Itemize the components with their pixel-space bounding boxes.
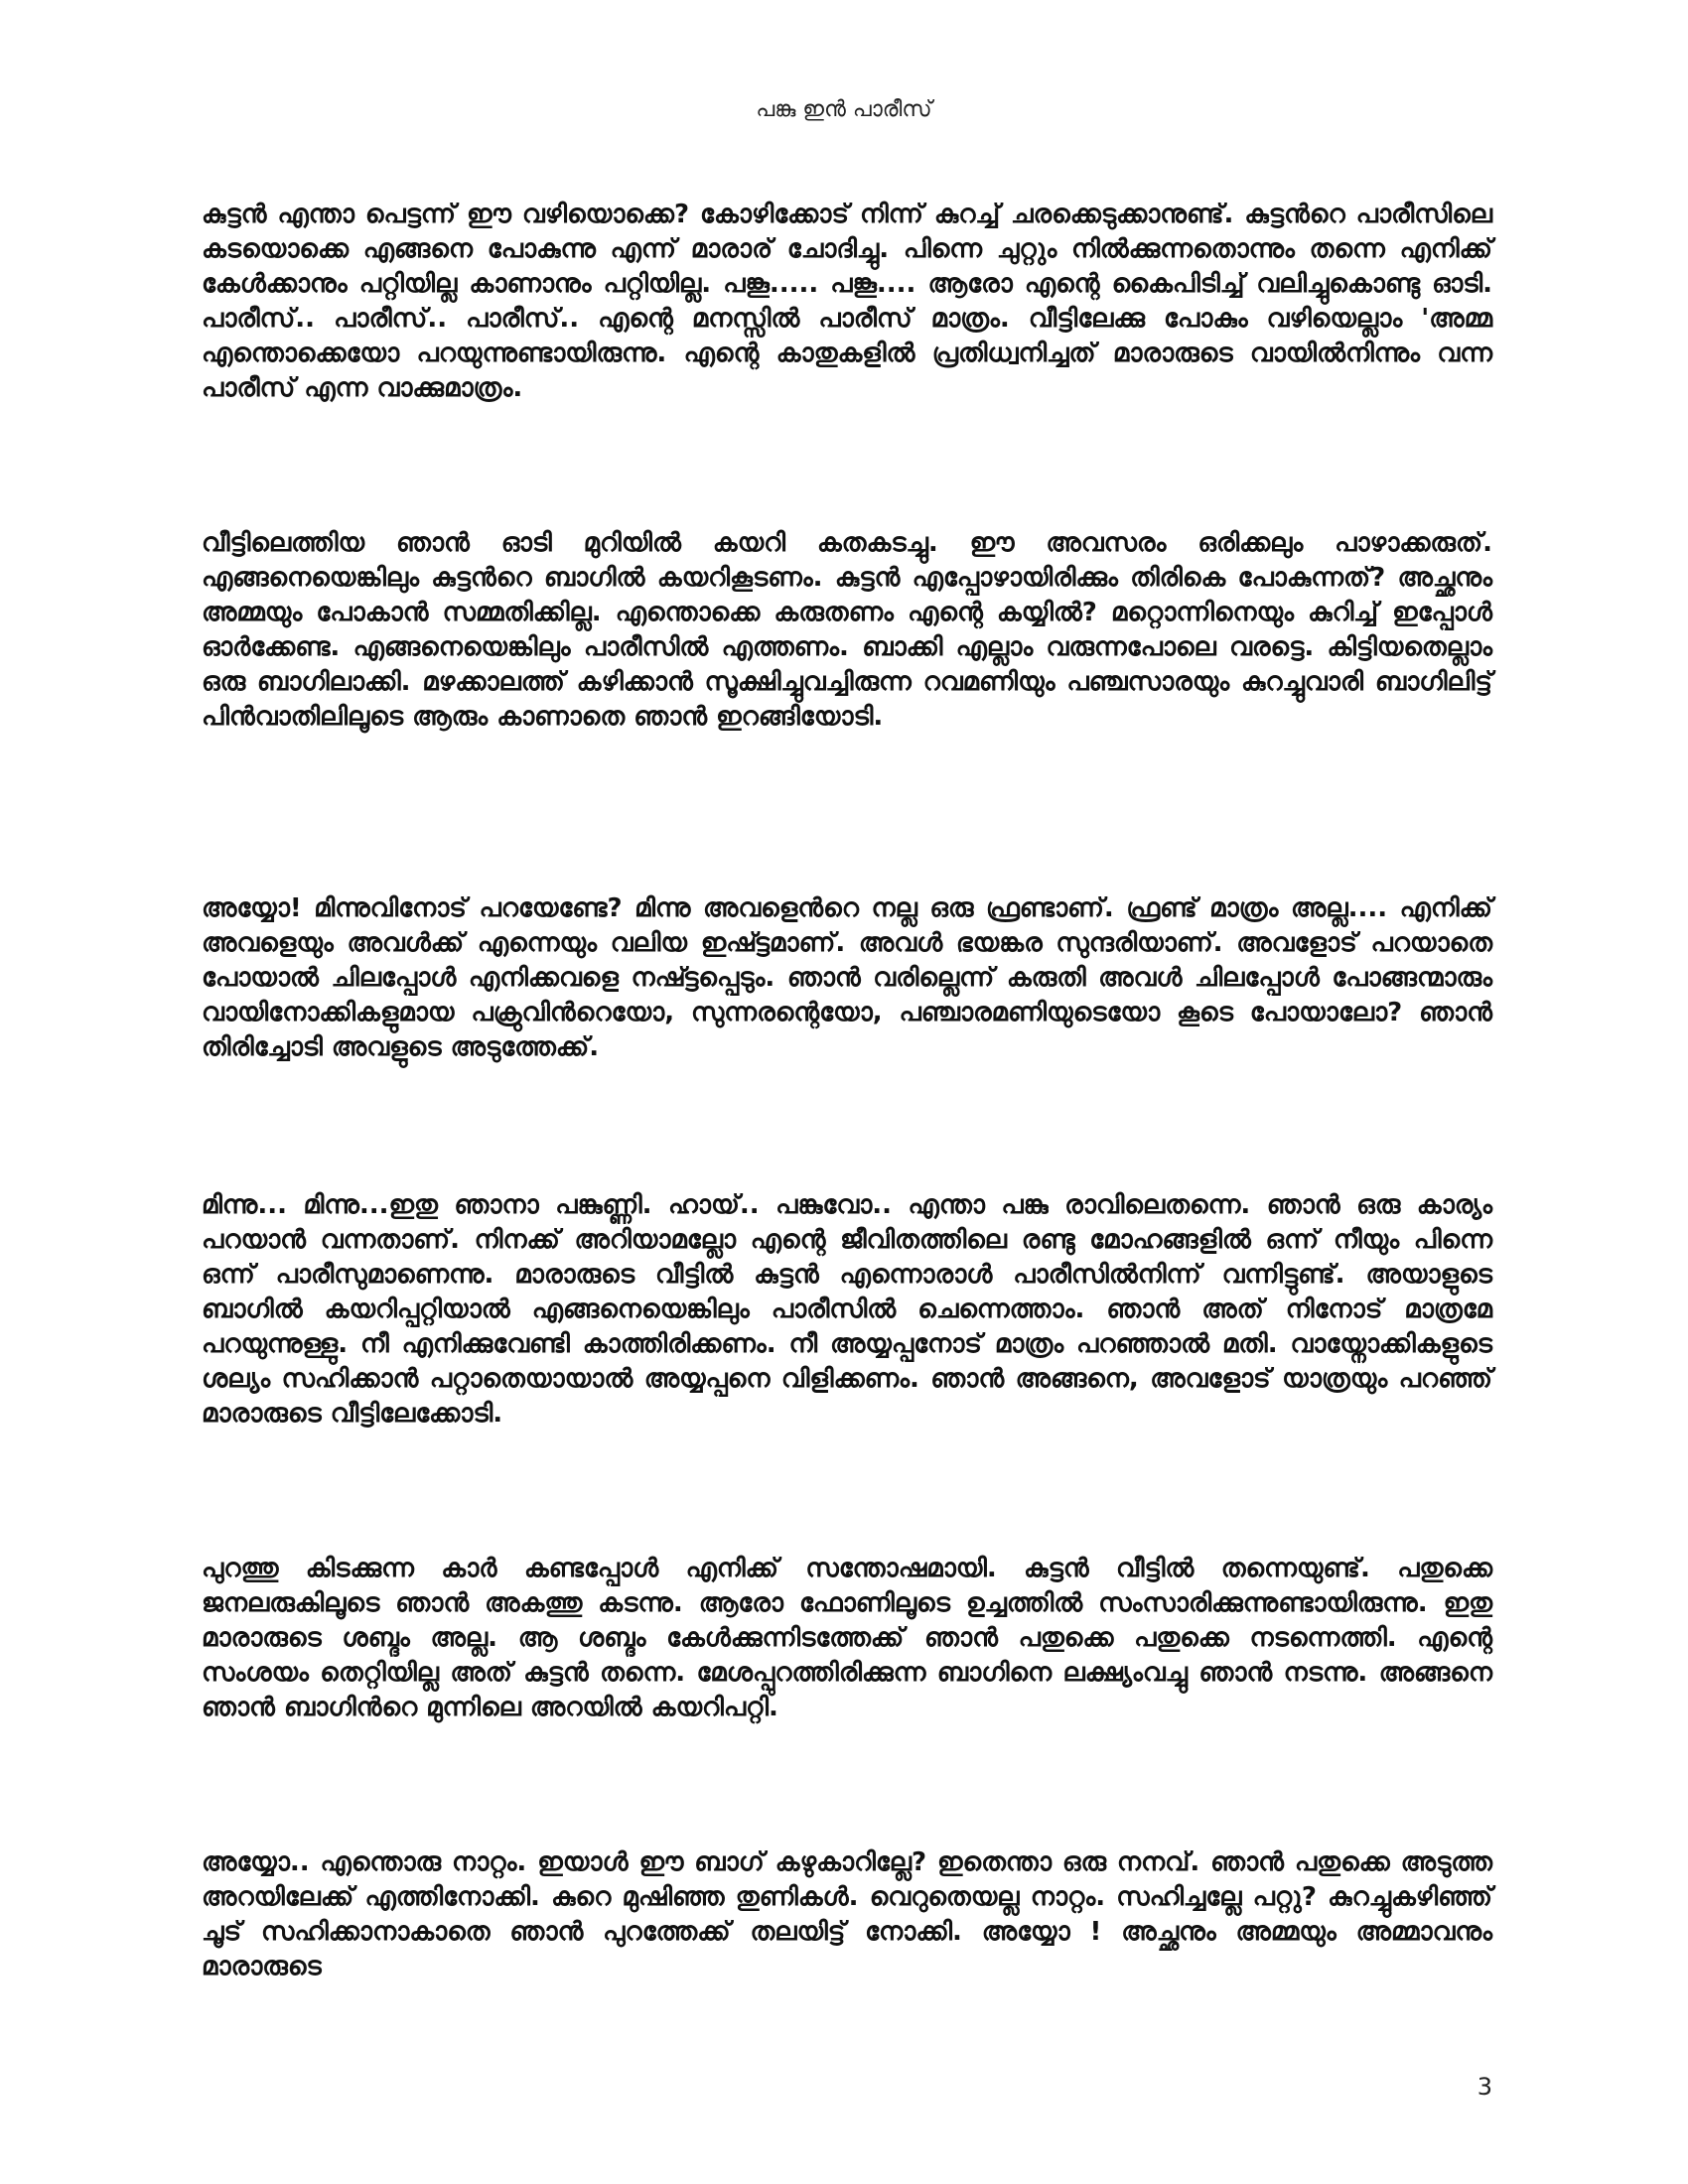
page-number: 3 [1477, 2073, 1492, 2101]
paragraph-6: അയ്യോ.. എന്തൊരു നാറ്റം. ഇയാൾ ഈ ബാഗ് കഴുകാറില്ലേ? ഇതെന്താ ഒരു നനവ്. ഞാൻ പതുക്കെ അടുത്ത അറയിലേക്ക് എത്തിനോക്കി. കുറെ മുഷിഞ്ഞ തുണികൾ. വെറുതെയല്ല നാറ്റം. സഹിച്ചല്ലേ പറ്റു? കുറച്ചുകഴിഞ്ഞ് ചൂട് സഹിക്കാനാകാതെ ഞാൻ പുറത്തേക്ക് തലയിട്ട് നോക്കി. അയ്യോ ! അച്ഛനും അമ്മയും അമ്മാവനും മാരാരുടെ [202, 1847, 1492, 1981]
paragraph-1: കുട്ടൻ എന്താ പെട്ടന്ന് ഈ വഴിയൊക്കെ? കോഴിക്കോട് നിന്ന് കുറച്ച് ചരക്കെടുക്കാനുണ്ട്. കുട്ടൻറെ പാരീസിലെ കടയൊക്കെ എങ്ങനെ പോകുന്നു എന്ന് മാരാര് ചോദിച്ചു. പിന്നെ ചുറ്റും നിൽക്കുന്നതൊന്നും തന്നെ എനിക്ക് കേൾക്കാനും പറ്റിയില്ല കാണാനും പറ്റിയില്ല. പങ്കൂ..... പങ്കൂ.... ആരോ എന്റെ കൈപിടിച്ച് വലിച്ചുകൊണ്ടു ഓടി. പാരീസ്.. പാരീസ്.. പാരീസ്.. എന്റെ മനസ്സിൽ പാരീസ് മാത്രം. വീട്ടിലേക്കു പോകും വഴിയെല്ലാം 'അമ്മ എന്തൊക്കെയോ പറയുന്നുണ്ടായിരുന്നു. എന്റെ കാതുകളിൽ പ്രതിധ്വനിച്ചത് മാരാരുടെ വായിൽനിന്നും വന്ന പാരീസ് എന്ന വാക്കുമാത്രം. [202, 200, 1492, 403]
running-header-title: പങ്കു ഇൻ പാരീസ് [756, 97, 932, 122]
paragraph-3: അയ്യോ! മിന്നുവിനോട് പറയേണ്ടേ? മിന്നു അവളെൻറെ നല്ല ഒരു ഫ്രണ്ടാണ്. ഫ്രണ്ട് മാത്രം അല്ല.... എനിക്ക് അവളെയും അവൾക്ക് എന്നെയും വലിയ ഇഷ്ട്ടമാണ്. അവൾ ഭയങ്കര സുന്ദരിയാണ്. അവളോട് പറയാതെ പോയാൽ ചിലപ്പോൾ എനിക്കവളെ നഷ്ട്ടപ്പെടും. ഞാൻ വരില്ലെന്ന് കരുതി അവൾ ചിലപ്പോൾ പോങ്ങന്മാരും വായിനോക്കികളുമായ പക്രുവിൻറെയോ, സുന്നരന്റെയോ, പഞ്ചാരമണിയുടെയോ കൂടെ പോയാലോ? ഞാൻ തിരിച്ചോടി അവളുടെ അടുത്തേക്ക്. [202, 893, 1492, 1062]
paragraph-4: മിന്നു... മിന്നു...ഇതു ഞാനാ പങ്കുണ്ണി. ഹായ്.. പങ്കുവോ.. എന്താ പങ്കു രാവിലെതന്നെ. ഞാൻ ഒരു കാര്യം പറയാൻ വന്നതാണ്. നിനക്ക് അറിയാമല്ലോ എന്റെ ജീവിതത്തിലെ രണ്ടു മോഹങ്ങളിൽ ഒന്ന് നീയും പിന്നെ ഒന്ന് പാരീസുമാണെന്നു. മാരാരുടെ വീട്ടിൽ കുട്ടൻ എന്നൊരാൾ പാരീസിൽനിന്ന് വന്നിട്ടുണ്ട്. അയാളുടെ ബാഗിൽ കയറിപ്പറ്റിയാൽ എങ്ങനെയെങ്കിലും പാരീസിൽ ചെന്നെത്താം. ഞാൻ അത് നിനോട് മാത്രമേ പറയുന്നുള്ളു. നീ എനിക്കുവേണ്ടി കാത്തിരിക്കണം. നീ അയ്യപ്പനോട് മാത്രം പറഞ്ഞാൽ മതി. വായ്നോക്കികളുടെ ശല്യം സഹിക്കാൻ പറ്റാതെയായാൽ അയ്യപ്പനെ വിളിക്കണം. ഞാൻ അങ്ങനെ, അവളോട് യാത്രയും പറഞ്ഞ് മാരാരുടെ വീട്ടിലേക്കോടി. [202, 1190, 1492, 1429]
paragraph-5: പുറത്തു കിടക്കുന്ന കാർ കണ്ടപ്പോൾ എനിക്ക് സന്തോഷമായി. കുട്ടൻ വീട്ടിൽ തന്നെയുണ്ട്. പതുക്കെ ജനലരുകിലൂടെ ഞാൻ അകത്തു കടന്നു. ആരോ ഫോണിലൂടെ ഉച്ചത്തിൽ സംസാരിക്കുന്നുണ്ടായിരുന്നു. ഇതു മാരാരുടെ ശബ്ദം അല്ല. ആ ശബ്ദം കേൾക്കുന്നിടത്തേക്ക് ഞാൻ പതുക്കെ പതുക്കെ നടന്നെത്തി. എന്റെ സംശയം തെറ്റിയില്ല അത് കുട്ടൻ തന്നെ. മേശപ്പുറത്തിരിക്കുന്ന ബാഗിനെ ലക്ഷ്യംവച്ചു ഞാൻ നടന്നു. അങ്ങനെ ഞാൻ ബാഗിൻറെ മുന്നിലെ അറയിൽ കയറിപറ്റി. [202, 1554, 1492, 1722]
paragraph-2: വീട്ടിലെത്തിയ ഞാൻ ഓടി മുറിയിൽ കയറി കതകടച്ചു. ഈ അവസരം ഒരിക്കലും പാഴാക്കരുത്. എങ്ങനെയെങ്കിലും കുട്ടൻറെ ബാഗിൽ കയറികൂടണം. കുട്ടൻ എപ്പോഴായിരിക്കും തിരികെ പോകുന്നത്? അച്ഛനും അമ്മയും പോകാൻ സമ്മതിക്കില്ല. എന്തൊക്കെ കരുതണം എന്റെ കയ്യിൽ? മറ്റൊന്നിനെയും കുറിച്ച് ഇപ്പോൾ ഓർക്കേണ്ട. എങ്ങനെയെങ്കിലും പാരീസിൽ എത്തണം. ബാക്കി എല്ലാം വരുന്നപോലെ വരട്ടെ. കിട്ടിയതെല്ലാം ഒരു ബാഗിലാക്കി. മഴക്കാലത്ത് കഴിക്കാൻ സൂക്ഷിച്ചുവച്ചിരുന്ന റവമണിയും പഞ്ചസാരയും കുറച്ചുവാരി ബാഗിലിട്ട് പിൻവാതിലിലൂടെ ആരും കാണാതെ ഞാൻ ഇറങ്ങിയോടി. [202, 528, 1492, 732]
